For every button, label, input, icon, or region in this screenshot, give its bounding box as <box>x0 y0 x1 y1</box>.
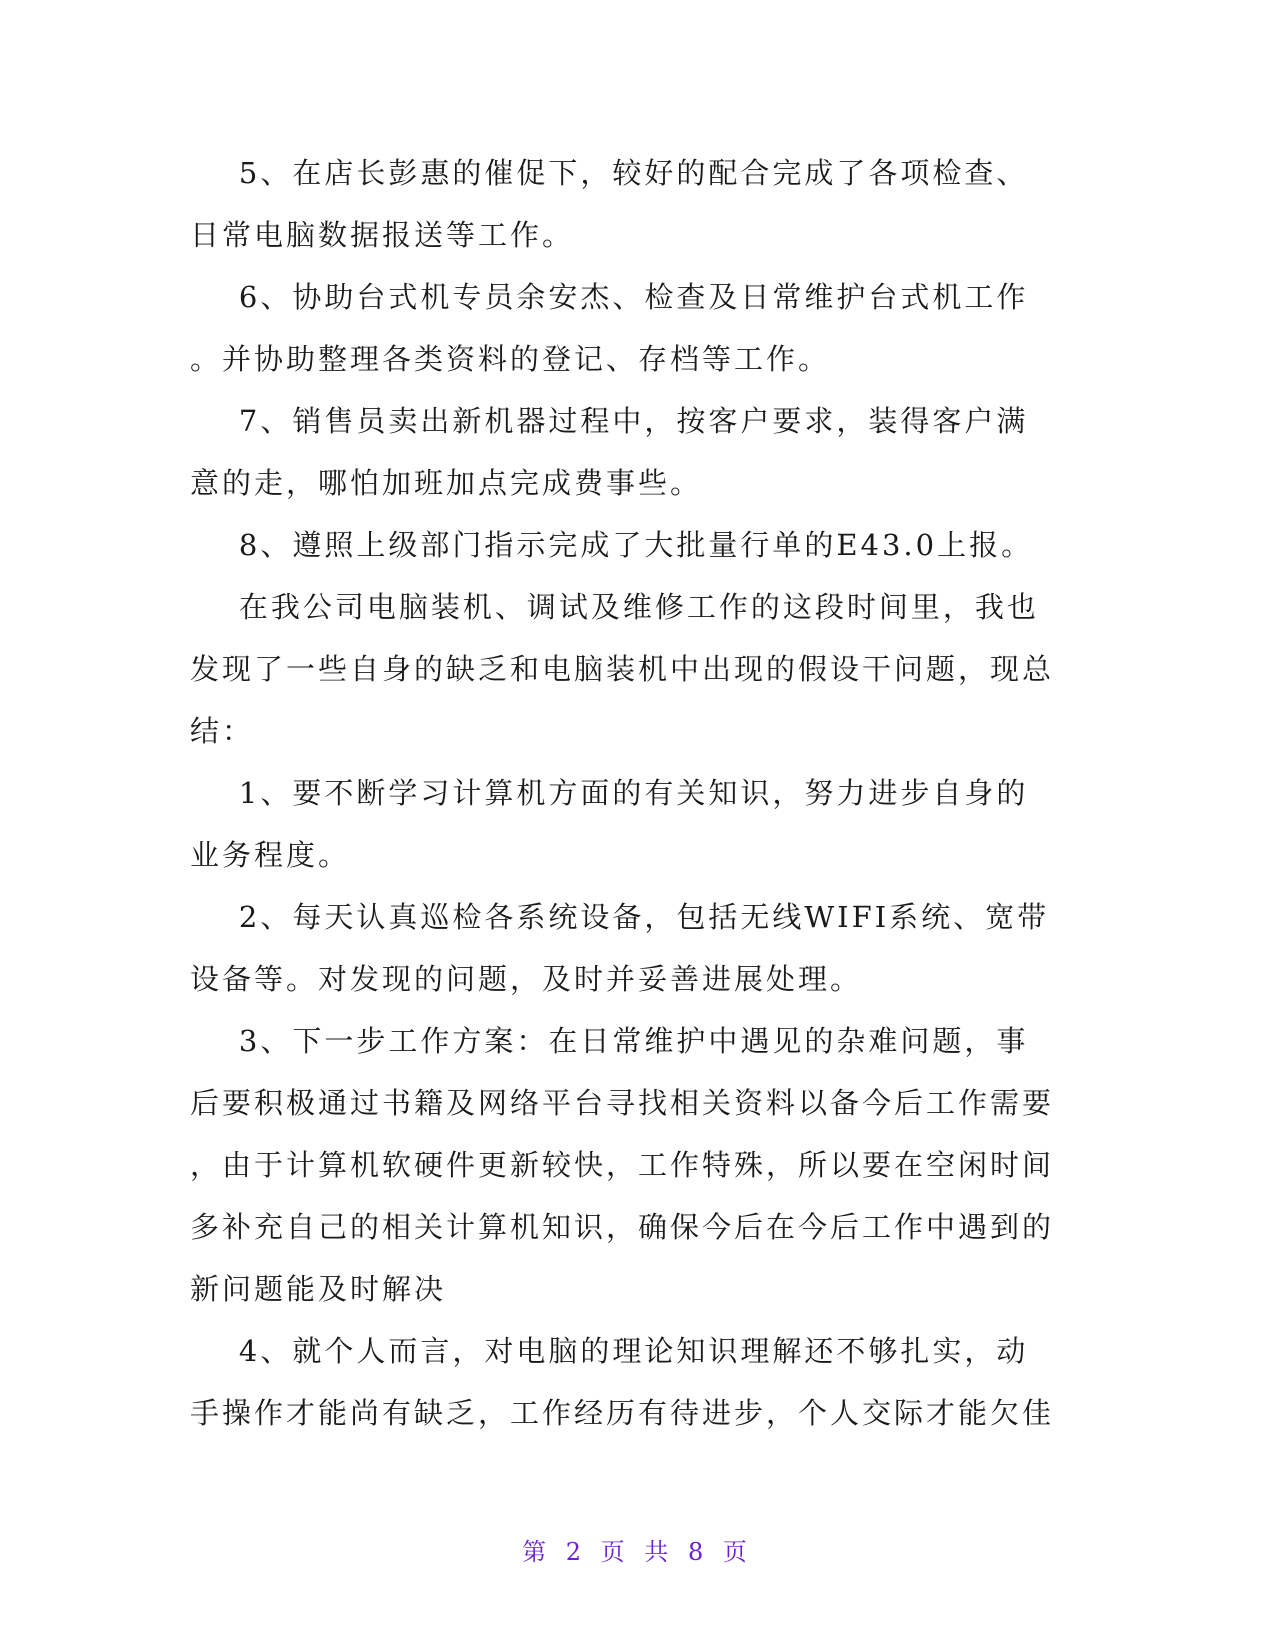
paragraph-line: 8、遵照上级部门指示完成了大批量行单的E43.0上报。 <box>190 528 1034 562</box>
paragraph-line: 日常电脑数据报送等工作。 <box>190 218 575 252</box>
paragraph-line: 5、在店长彭惠的催促下，较好的配合完成了各项检查、 <box>190 156 1029 190</box>
paragraph-line: 新问题能及时解决 <box>190 1272 447 1306</box>
paragraph-line: 在我公司电脑装机、调试及维修工作的这段时间里，我也 <box>190 590 1039 624</box>
paragraph-line: 后要积极通过书籍及网络平台寻找相关资料以备今后工作需要 <box>190 1086 1055 1120</box>
paragraph-line: 手操作才能尚有缺乏，工作经历有待进步，个人交际才能欠佳 <box>190 1396 1055 1430</box>
paragraph-line: 。并协助整理各类资料的登记、存档等工作。 <box>190 342 831 376</box>
paragraph-line: 业务程度。 <box>190 838 351 872</box>
paragraph-line: 结： <box>190 714 255 748</box>
paragraph-line: 发现了一些自身的缺乏和电脑装机中出现的假设干问题，现总 <box>190 652 1055 686</box>
page-number-footer: 第 2 页 共 8 页 <box>522 1538 753 1566</box>
document-body <box>190 142 1080 1444</box>
paragraph-line: ，由于计算机软硬件更新较快，工作特殊，所以要在空闲时间 <box>190 1148 1055 1182</box>
paragraph-line: 设备等。对发现的问题，及时并妥善进展处理。 <box>190 962 863 996</box>
paragraph-line: 1、要不断学习计算机方面的有关知识，努力进步自身的 <box>190 776 1029 810</box>
paragraph-line: 6、协助台式机专员余安杰、检查及日常维护台式机工作 <box>190 280 1029 314</box>
paragraph-line: 多补充自己的相关计算机知识，确保今后在今后工作中遇到的 <box>190 1210 1055 1244</box>
paragraph-line: 意的走，哪怕加班加点完成费事些。 <box>190 466 703 500</box>
paragraph-line: 4、就个人而言，对电脑的理论知识理解还不够扎实，动 <box>190 1334 1029 1368</box>
paragraph-line: 3、下一步工作方案：在日常维护中遇见的杂难问题，事 <box>190 1024 1029 1058</box>
paragraph-line: 2、每天认真巡检各系统设备，包括无线WIFI系统、宽带 <box>190 900 1050 934</box>
paragraph-line: 7、销售员卖出新机器过程中，按客户要求，装得客户满 <box>190 404 1029 438</box>
